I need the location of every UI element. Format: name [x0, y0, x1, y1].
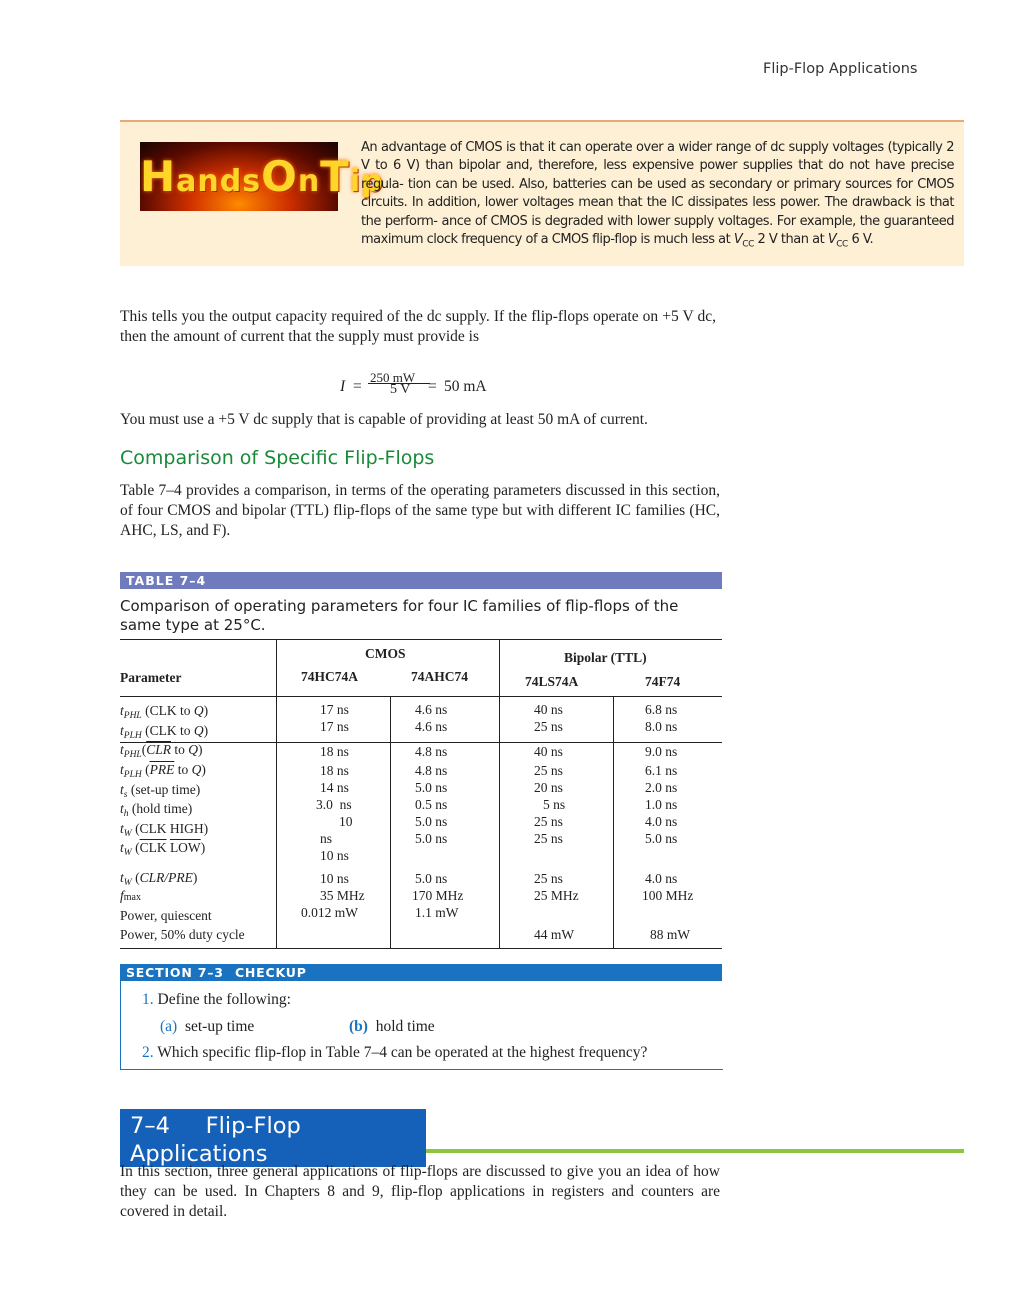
- table-rule: [499, 639, 500, 948]
- param-tw-clr-pre: $t_W$ (CLR/PRE): [120, 870, 198, 888]
- cell-ls: 25 ns: [534, 814, 563, 829]
- cell-hc: 35 MHz: [320, 888, 365, 903]
- param-power-duty: Power, 50% duty cycle: [120, 927, 245, 942]
- param-tphl-clk: $t_{PHL}$ (CLK to Q): [120, 703, 209, 721]
- cell-f: 6.1 ns: [645, 763, 678, 778]
- cell-hc: 14 ns: [320, 780, 349, 795]
- table-rule: [120, 639, 722, 640]
- section-7-4-paragraph: In this section, three general applications of flip-flops are discussed to give you an idea of how they can be used. In Chapters 8 and 9, flip-flop applications in registers and counters are covered in detail.: [120, 1163, 720, 1220]
- header-74f74: 74F74: [645, 674, 681, 689]
- cell-ahc: 4.8 ns: [415, 763, 448, 778]
- param-tw-low: $t_W$ ($\overline{CLK}$ $\overline{LOW}$): [120, 840, 206, 858]
- checkup-question-1a: (a) set-up time: [160, 1018, 255, 1035]
- cell-ls: 44 mW: [534, 927, 575, 942]
- table-label-bar: TABLE 7–4: [120, 572, 722, 589]
- cell-f: 4.0 ns: [645, 871, 678, 886]
- running-head: Flip-Flop Applications: [763, 61, 918, 77]
- cell-ahc: 4.6 ns: [415, 719, 448, 734]
- table-rule: [276, 639, 277, 948]
- header-74ls74a: 74LS74A: [525, 674, 579, 689]
- cell-ls: 25 MHz: [534, 888, 579, 903]
- cell-ahc: 5.0 ns: [415, 871, 448, 886]
- cell-ahc: 4.8 ns: [415, 744, 448, 759]
- param-tphl-clr: $t_{PHL}(\overline{CLR}$ to Q): [120, 742, 203, 760]
- hands-on-tip-logo-text: HandsOnTip: [140, 152, 384, 201]
- table-rule: [120, 696, 722, 697]
- cell-hc: 17 ns: [320, 702, 349, 717]
- cell-ahc: 170 MHz: [412, 888, 464, 903]
- cell-f: 5.0 ns: [645, 831, 678, 846]
- cell-hc: 10 ns: [320, 848, 349, 863]
- param-ts: $t_s$ (set-up time): [120, 782, 201, 800]
- cell-ahc: 0.5 ns: [415, 797, 448, 812]
- formula-lhs: I: [340, 378, 346, 395]
- cell-f: 88 mW: [650, 927, 691, 942]
- cell-f: 2.0 ns: [645, 780, 678, 795]
- header-parameter: Parameter: [120, 670, 182, 685]
- cell-ls: 25 ns: [534, 871, 563, 886]
- cell-ls: 25 ns: [534, 763, 563, 778]
- hands-on-tip-text: An advantage of CMOS is that it can operate over a wider range of dc supply voltages (typically 2 V to 6 V) than bipolar and, therefore, less expensive power supplies that do not have precise regula- tion can be used. Also, batteries can be used as secondary or primary sources for CMOS circuits. In addition, lower voltages mean that the IC dissipates less power. The drawback is that the perform- ance of CMOS is degraded with lower supply voltages. For example, the guaranteed maximum clock frequency of a CMOS flip-flop is much less at $V_{CC}$ 2 V than at $V_{CC}$ 6 V.: [361, 140, 954, 250]
- checkup-question-2: 2. Which specific flip-flop in Table 7–4 can be operated at the highest frequency?: [142, 1044, 648, 1061]
- table-rule: [120, 948, 722, 949]
- cell-hc: 18 ns: [320, 744, 349, 759]
- header-cmos: CMOS: [365, 646, 406, 661]
- cell-hc: ns: [320, 831, 333, 846]
- cell-ahc: 5.0 ns: [415, 831, 448, 846]
- cell-ls: 25 ns: [534, 719, 563, 734]
- checkup-question-1b: (b) hold time: [349, 1018, 435, 1035]
- param-tplh-pre: $t_{PLH}$ ($\overline{PRE}$ to Q): [120, 762, 206, 780]
- cell-ls: 25 ns: [534, 831, 563, 846]
- cell-hc: 10 ns: [320, 871, 349, 886]
- param-fmax: fmax: [120, 888, 141, 903]
- table-caption: Comparison of operating parameters for four IC families of flip-flops of the same type at 25°C.: [120, 597, 679, 634]
- formula-equals-2: =: [428, 378, 437, 395]
- cell-ahc: 1.1 mW: [415, 905, 459, 920]
- cell-f: 100 MHz: [642, 888, 694, 903]
- header-74hc74a: 74HC74A: [301, 669, 358, 684]
- cell-f: 8.0 ns: [645, 719, 678, 734]
- cell-hc: 18 ns: [320, 763, 349, 778]
- formula-equals: =: [353, 378, 362, 395]
- header-bipolar: Bipolar (TTL): [564, 650, 647, 665]
- cell-ls: 5 ns: [543, 797, 566, 812]
- param-tplh-clk: $t_{PLH}$ (CLK to Q): [120, 723, 209, 741]
- current-formula: [340, 370, 510, 400]
- cell-hc: 3.0 ns: [316, 797, 352, 812]
- cell-f: 6.8 ns: [645, 702, 678, 717]
- formula-result: 50 mA: [444, 378, 487, 395]
- checkup-label-bar: SECTION 7–3 CHECKUP: [120, 964, 722, 981]
- table-rule: [390, 696, 391, 948]
- section-7-4-title: 7–4 Flip-Flop Applications: [130, 1113, 301, 1167]
- checkup-box: [120, 981, 723, 1070]
- hands-on-tip-logo: [140, 142, 384, 211]
- section-heading: Comparison of Specific Flip-Flops: [120, 447, 435, 469]
- cell-ahc: 4.6 ns: [415, 702, 448, 717]
- cell-ahc: 5.0 ns: [415, 780, 448, 795]
- body-paragraph: You must use a +5 V dc supply that is capable of providing at least 50 mA of current.: [120, 411, 648, 428]
- cell-ls: 40 ns: [534, 702, 563, 717]
- checkup-question-1: 1. Define the following:: [142, 991, 291, 1008]
- cell-f: 9.0 ns: [645, 744, 678, 759]
- formula-denominator: 5 V: [390, 382, 411, 397]
- table-rule: [613, 696, 614, 948]
- param-power-quiescent: Power, quiescent: [120, 908, 212, 923]
- cell-hc: 17 ns: [320, 719, 349, 734]
- cell-hc: 10: [339, 814, 353, 829]
- param-th: $t_h$ (hold time): [120, 801, 193, 819]
- header-74ahc74: 74AHC74: [411, 669, 468, 684]
- section-rule: [426, 1149, 964, 1153]
- body-paragraph: Table 7–4 provides a comparison, in terms of the operating parameters discussed in this section, of four CMOS and bipolar (TTL) flip-flops of the same type but with different IC families (HC, AHC, LS, and F).: [120, 482, 720, 539]
- param-tw-high: $t_W$ (CLK HIGH): [120, 821, 209, 839]
- body-paragraph: This tells you the output capacity required of the dc supply. If the flip-flops operate on +5 V dc, then the amount of current that the supply must provide is: [120, 308, 716, 345]
- cell-ahc: 5.0 ns: [415, 814, 448, 829]
- cell-ls: 40 ns: [534, 744, 563, 759]
- cell-hc: 0.012 mW: [301, 905, 358, 920]
- formula-numerator: 250 mW: [370, 370, 416, 385]
- cell-ls: 20 ns: [534, 780, 563, 795]
- cell-f: 4.0 ns: [645, 814, 678, 829]
- cell-f: 1.0 ns: [645, 797, 678, 812]
